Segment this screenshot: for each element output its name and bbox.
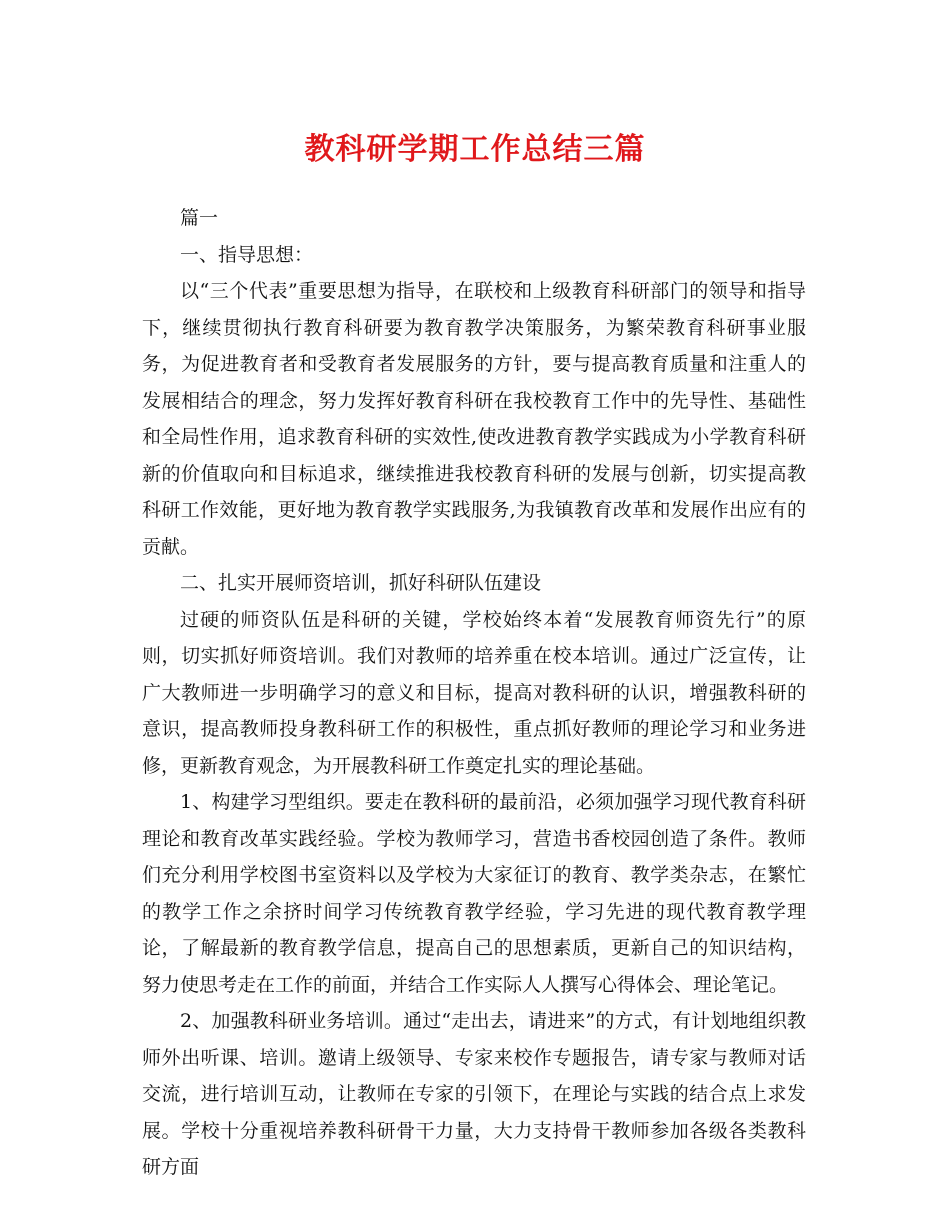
- body-paragraph: 1、构建学习型组织。要走在教科研的最前沿，必须加强学习现代教育科研理论和教育改革实践经验。学校为教师学习，营造书香校园创造了条件。教师们充分利用学校图书室资料以及学校为大家征订的教育、教学类杂志，在繁忙的教学工作之余挤时间学习传统教育教学经验，学习先进的现代教育教学理论，了解最新的教育教学信息，提高自己的思想素质，更新自己的知识结构，努力使思考走在工作的前面，并结合工作实际人人撰写心得体会、理论笔记。: [142, 791, 806, 996]
- body-paragraph: 2、加强教科研业务培训。通过“走出去，请进来”的方式，有计划地组织教师外出听课、培训。邀请上级领导、专家来校作专题报告，请专家与教师对话交流，进行培训互动，让教师在专家的引领下，在理论与实践的结合点上求发展。学校十分重视培养教科研骨干力量，大力支持骨干教师参加各级各类教科研方面: [142, 1010, 806, 1178]
- body-paragraph: 过硬的师资队伍是科研的关键，学校始终本着“发展教育师资先行”的原则，切实抓好师资培训。我们对教师的培养重在校本培训。通过广泛宣传，让广大教师进一步明确学习的意义和目标，提高对教科研的认识，增强教科研的意识，提高教师投身教科研工作的积极性，重点抓好教师的理论学习和业务进修，更新教育观念，为开展教科研工作奠定扎实的理论基础。: [142, 608, 806, 777]
- body-paragraph: 以“三个代表”重要思想为指导，在联校和上级教育科研部门的领导和指导下，继续贯彻执行教育科研要为教育教学决策服务，为繁荣教育科研事业服务，为促进教育者和受教育者发展服务的方针，要与提高教育质量和注重人的发展相结合的理念，努力发挥好教育科研在我校教育工作中的先导性、基础性和全局性作用，追求教育科研的实效性,使改进教育教学实践成为小学教育科研新的价值取向和目标追求，继续推进我校教育科研的发展与创新，切实提高教科研工作效能，更好地为教育教学实践服务,为我镇教育改革和发展作出应有的贡献。: [142, 280, 806, 558]
- document-title: 教科研学期工作总结三篇: [304, 132, 646, 167]
- section-heading: 篇一: [180, 207, 219, 229]
- subsection-heading: 一、指导思想：: [180, 243, 314, 266]
- subsection-heading: 二、扎实开展师资培训，抓好科研队伍建设: [180, 572, 542, 594]
- document-body: [142, 200, 806, 1186]
